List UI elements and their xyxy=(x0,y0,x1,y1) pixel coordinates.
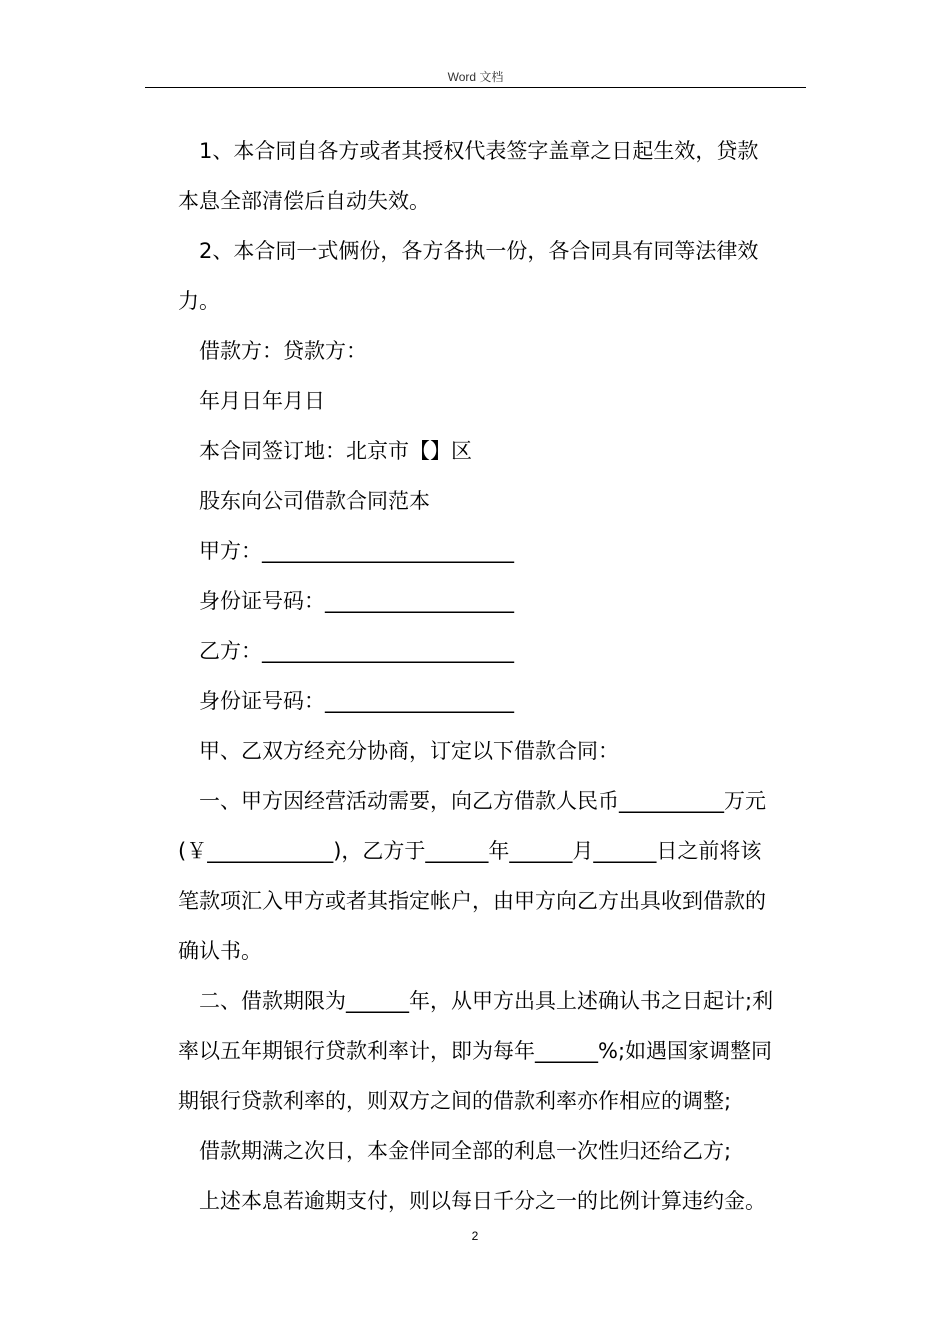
paragraph-line: 二、借款期限为______年，从甲方出具上述确认书之日起计;利 xyxy=(199,989,774,1013)
party-a-id-line: 身份证号码：__________________ xyxy=(199,589,514,613)
paragraph-line: 率以五年期银行贷款利率计，即为每年______%;如遇国家调整同 xyxy=(178,1039,773,1063)
header-rule xyxy=(145,87,806,88)
paragraph-line: 一、甲方因经营活动需要，向乙方借款人民币__________万元 xyxy=(199,789,766,813)
paragraph-line: 2、本合同一式俩份，各方各执一份，各合同具有同等法律效 xyxy=(199,239,759,263)
paragraph-line: 上述本息若逾期支付，则以每日千分之一的比例计算违约金。 xyxy=(199,1189,766,1213)
paragraph-line: 年月日年月日 xyxy=(199,389,325,413)
paragraph-line: 借款方：贷款方： xyxy=(199,339,367,363)
paragraph-line: 本息全部清偿后自动失效。 xyxy=(178,189,430,213)
paragraph-line: (￥____________)，乙方于______年______月______日之前将该 xyxy=(178,839,762,863)
paragraph-line: 1、本合同自各方或者其授权代表签字盖章之日起生效，贷款 xyxy=(199,139,759,163)
party-b-line: 乙方：________________________ xyxy=(199,639,514,663)
party-a-line: 甲方：________________________ xyxy=(199,539,514,563)
paragraph-line: 笔款项汇入甲方或者其指定帐户，由甲方向乙方出具收到借款的 xyxy=(178,889,766,913)
party-b-id-line: 身份证号码：__________________ xyxy=(199,689,514,713)
paragraph-line: 借款期满之次日，本金伴同全部的利息一次性归还给乙方; xyxy=(199,1139,732,1163)
page-number: 2 xyxy=(471,1229,479,1243)
paragraph-line: 本合同签订地：北京市【】区 xyxy=(199,439,472,463)
paragraph-line: 力。 xyxy=(178,289,220,313)
paragraph-line: 期银行贷款利率的，则双方之间的借款利率亦作相应的调整; xyxy=(178,1089,732,1113)
paragraph-line: 股东向公司借款合同范本 xyxy=(199,489,430,513)
document-body xyxy=(178,126,808,1226)
page-header: Word 文档 xyxy=(447,70,504,84)
paragraph-line: 甲、乙双方经充分协商，订定以下借款合同： xyxy=(199,739,619,763)
paragraph-line: 确认书。 xyxy=(178,939,262,963)
